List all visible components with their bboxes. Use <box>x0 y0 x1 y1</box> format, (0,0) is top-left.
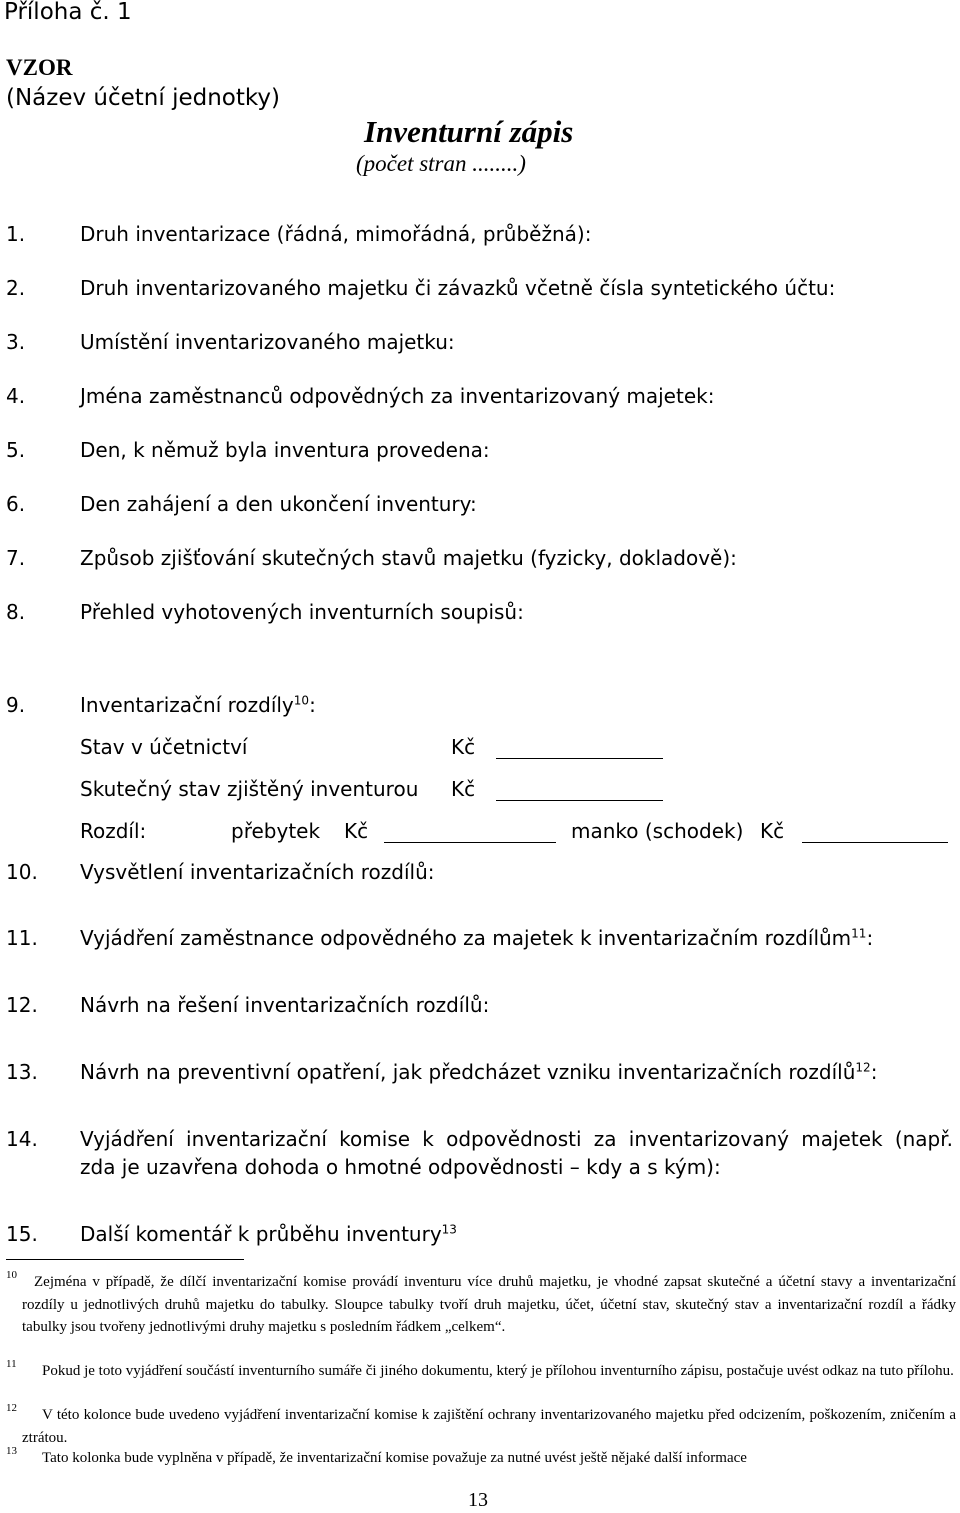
item-number: 2. <box>6 276 26 300</box>
currency-label: Kč <box>760 819 785 843</box>
accounting-amount-field[interactable] <box>496 758 663 759</box>
footnote-number: 12 <box>6 1402 17 1414</box>
item-text-line1: Vyjádření inventarizační komise k odpovědnosti za inventarizovaný majetek (např. <box>80 1127 953 1151</box>
actual-state-label: Skutečný stav zjištěný inventurou <box>80 777 419 801</box>
actual-amount-field[interactable] <box>496 800 663 801</box>
item-number: 9. <box>6 693 26 717</box>
currency-label: Kč <box>451 735 476 759</box>
footnote-ref: 12 <box>855 1060 871 1075</box>
item-text: Přehled vyhotovených inventurních soupisů: <box>80 600 524 624</box>
item-number: 8. <box>6 600 26 624</box>
item-text: Den zahájení a den ukončení inventury: <box>80 492 477 516</box>
document-title: Inventurní zápis <box>364 114 574 149</box>
item-text: Den, k němuž byla inventura provedena: <box>80 438 490 462</box>
deficit-amount-field[interactable] <box>802 842 948 843</box>
item-number: 3. <box>6 330 26 354</box>
accounting-state-label: Stav v účetnictví <box>80 735 248 759</box>
footnote-ref: 11 <box>851 926 867 941</box>
deficit-label: manko (schodek) <box>571 819 744 843</box>
item-number: 14. <box>6 1127 38 1151</box>
item-number: 6. <box>6 492 26 516</box>
footnote-text: Tato kolonka bude vyplněna v případě, že inventarizační komise považuje za nutné uvést ještě nějaké další informace <box>42 1450 747 1466</box>
item-14 <box>0 1126 960 1182</box>
item-text: Umístění inventarizovaného majetku: <box>80 330 455 354</box>
item-text-line2: zda je uzavřena dohoda o hmotné odpovědnosti – kdy a s kým): <box>80 1155 721 1179</box>
item-text: Způsob zjišťování skutečných stavů majetku (fyzicky, dokladově): <box>80 546 737 570</box>
footnote-ref: 10 <box>293 693 310 708</box>
item-number: 12. <box>6 993 38 1017</box>
footnote-number: 10 <box>6 1269 17 1281</box>
surplus-label: přebytek <box>231 819 321 843</box>
item-text: Druh inventarizace (řádná, mimořádná, průběžná): <box>80 222 592 246</box>
surplus-amount-field[interactable] <box>384 842 556 843</box>
item-number: 5. <box>6 438 26 462</box>
footnote-text: V této kolonce bude uvedeno vyjádření inventarizační komise k zajištění ochrany inventarizovaného majetku před odcizením, poškozením, zničením a ztrátou. <box>22 1407 956 1446</box>
item-number: 1. <box>6 222 26 246</box>
item-text: Návrh na preventivní opatření, jak předcházet vzniku inventarizačních rozdílů$^{12}$: <box>80 1060 878 1084</box>
footnote-number: 11 <box>6 1358 17 1370</box>
footnote-separator <box>6 1259 244 1260</box>
difference-label: Rozdíl: <box>80 819 147 843</box>
item-text: Vyjádření zaměstnance odpovědného za majetek k inventarizačním rozdílům$^{11}$: <box>80 926 874 950</box>
item-number: 10. <box>6 860 38 884</box>
footnote-number: 13 <box>6 1445 17 1457</box>
item-number: 7. <box>6 546 26 570</box>
item-text: Druh inventarizovaného majetku či závazků včetně čísla syntetického účtu: <box>80 276 836 300</box>
page-number: 13 <box>468 1489 488 1511</box>
item-number: 15. <box>6 1222 38 1246</box>
footnote-text: Pokud je toto vyjádření součástí inventurního sumáře či jiného dokumentu, který je přílohou inventurního zápisu, postačuje uvést odkaz na tuto přílohu. <box>42 1363 954 1379</box>
currency-label: Kč <box>451 777 476 801</box>
item-text: Vysvětlení inventarizačních rozdílů: <box>80 860 435 884</box>
page-count-label: (počet stran ........) <box>356 151 526 176</box>
currency-label: Kč <box>344 819 369 843</box>
sample-label: VZOR <box>6 55 73 80</box>
item-number: 11. <box>6 926 38 950</box>
unit-name-label: (Název účetní jednotky) <box>6 85 280 111</box>
item-number: 4. <box>6 384 26 408</box>
item-text: Inventarizační rozdíly$^{10}$: <box>80 693 316 717</box>
item-text: Jména zaměstnanců odpovědných za inventarizovaný majetek: <box>80 384 715 408</box>
item-text: Další komentář k průběhu inventury$^{13}$ <box>80 1222 457 1246</box>
footnote-ref: 13 <box>441 1222 457 1237</box>
item-text: Návrh na řešení inventarizačních rozdílů: <box>80 993 490 1017</box>
footnote-text: Zejména v případě, že dílčí inventarizační komise provádí inventuru více druhů majetku, je vhodné zapsat skutečné a účetní stavy a inventarizační rozdíly u jednotlivých druhů majetku do tabulky. Sloupce tabulky tvoří druh majetku, účet, účetní stav, skutečný stav a inventarizační rozdíl a řádky tabulky jsou tvořeny jednotlivými druhy majetku s posledním řádkem „celkem“. <box>22 1274 956 1335</box>
attachment-label: Příloha č. 1 <box>4 0 132 25</box>
item-number: 13. <box>6 1060 38 1084</box>
